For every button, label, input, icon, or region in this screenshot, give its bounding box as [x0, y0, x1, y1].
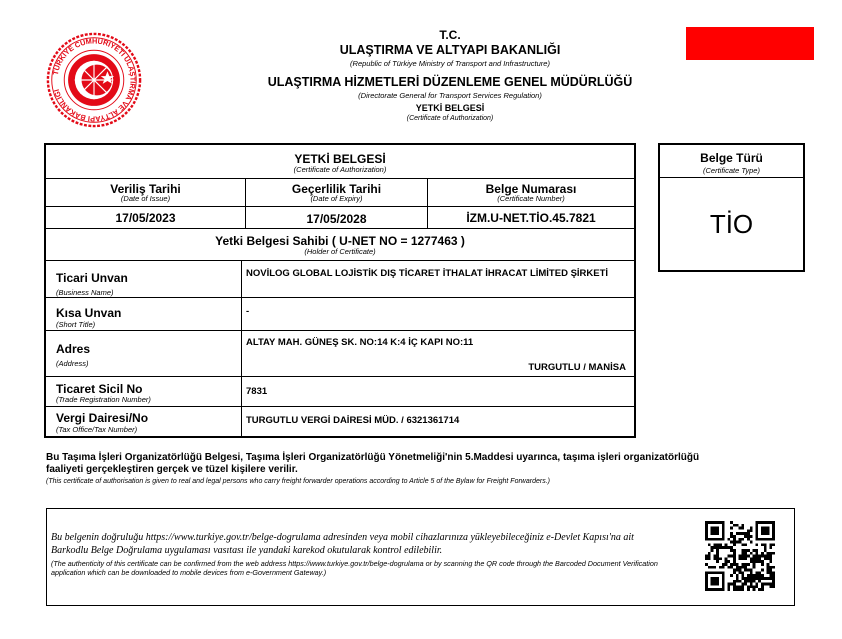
trade-reg-label-cell	[46, 377, 242, 407]
header-tc: T.C.	[439, 28, 461, 42]
cert-type-title: Belge Türü	[700, 151, 763, 165]
seal-ring-text: TÜRKİYE CUMHURİYETİ ULAŞTIRMA VE ALTYAPI BAKANLIĞI	[50, 36, 138, 124]
cert-number-header	[428, 179, 634, 207]
cert-number-label: Belge Numarası	[485, 182, 577, 196]
address-label-en: (Address)	[56, 359, 89, 368]
cert-title-cell	[46, 145, 634, 179]
ministry-seal	[46, 32, 142, 128]
issue-date-value: 17/05/2023	[115, 211, 176, 225]
short-title-value: -	[246, 306, 250, 317]
expiry-date-value: 17/05/2028	[306, 212, 367, 226]
verification-text-en: (The authenticity of this certificate can be confirmed from the web address https://www.turkiye.gov.tr/belge-dogrulama or by scanning the QR code through the Barcoded Document Verification application which can be downloaded to mobile devices from e-Government Gateway.)	[51, 559, 658, 578]
issue-date-header	[46, 179, 246, 207]
cert-number-value: İZM.U-NET.TİO.45.7821	[466, 211, 596, 225]
header-directorate: ULAŞTIRMA HİZMETLERİ DÜZENLEME GENEL MÜDÜRLÜĞÜ	[267, 75, 633, 89]
header-ministry-en: (Republic of Türkiye Ministry of Transport and Infrastructure)	[350, 59, 550, 68]
header-ministry: ULAŞTIRMA VE ALTYAPI BAKANLIĞI	[339, 43, 561, 57]
cert-title-en: (Certificate of Authorization)	[293, 165, 387, 174]
header-cert-title-en: (Certificate of Authorization)	[406, 115, 494, 122]
expiry-date-cell	[246, 207, 428, 229]
trade-reg-label-en: (Trade Registration Number)	[56, 395, 151, 404]
cert-type-divider	[660, 177, 803, 178]
tax-office-label: Vergi Dairesi/No	[56, 411, 149, 425]
business-name-value: NOVİLOG GLOBAL LOJİSTİK DIŞ TİCARET İTHALAT İHRACAT LİMİTED ŞİRKETİ	[246, 268, 609, 279]
expiry-date-label: Geçerlilik Tarihi	[291, 182, 382, 196]
address-label-cell	[46, 331, 242, 377]
issue-date-label-en: (Date of Issue)	[120, 194, 171, 203]
holder-title-en: (Holder of Certificate)	[304, 247, 376, 256]
issue-date-label: Veriliş Tarihi	[110, 182, 181, 196]
holder-title-cell	[46, 229, 634, 261]
business-name-label-cell	[46, 261, 242, 298]
qr-code[interactable]	[705, 521, 775, 591]
cert-type-title-en: (Certificate Type)	[703, 166, 760, 175]
business-name-label: Ticari Unvan	[56, 271, 128, 285]
business-name-value-cell	[242, 261, 634, 298]
issue-date-cell	[46, 207, 246, 229]
tax-office-label-cell	[46, 407, 242, 436]
cert-type-value: TİO	[709, 209, 754, 239]
holder-title: Yetki Belgesi Sahibi ( U-NET NO = 1277463 )	[215, 234, 465, 248]
header-cert-title: YETKİ BELGESİ	[415, 103, 485, 113]
address-label: Adres	[56, 342, 91, 356]
tax-office-label-en: (Tax Office/Tax Number)	[56, 425, 138, 434]
business-name-label-en: (Business Name)	[56, 288, 114, 297]
legal-note-en: (This certificate of authorisation is given to real and legal persons who carry freight forwarder operations according to Article 5 of the Bylaw for Freight Forwarders.)	[46, 478, 550, 485]
address-city: TURGUTLU / MANİSA	[528, 362, 626, 373]
cert-title: YETKİ BELGESİ	[294, 152, 386, 166]
verification-box	[46, 508, 795, 606]
certificate-table	[44, 143, 636, 438]
cert-number-label-en: (Certificate Number)	[497, 194, 565, 203]
address-value: ALTAY MAH. GÜNEŞ SK. NO:14 K:4 İÇ KAPI NO:11	[246, 337, 474, 348]
expiry-date-label-en: (Date of Expiry)	[310, 194, 363, 203]
red-bar	[686, 27, 814, 60]
address-value-cell	[242, 331, 634, 377]
short-title-label: Kısa Unvan	[56, 306, 122, 320]
certificate-type-box	[658, 143, 805, 272]
trade-reg-label: Ticaret Sicil No	[56, 382, 143, 396]
trade-reg-value-cell	[242, 377, 634, 407]
short-title-value-cell	[242, 298, 634, 331]
tax-office-value-cell	[242, 407, 634, 436]
header-directorate-en: (Directorate General for Transport Services Regulation)	[358, 91, 542, 100]
trade-reg-value: 7831	[246, 386, 268, 397]
tax-office-value: TURGUTLU VERGİ DAİRESİ MÜD. / 6321361714	[246, 415, 460, 426]
expiry-date-header	[246, 179, 428, 207]
short-title-label-cell	[46, 298, 242, 331]
legal-note: Bu Taşıma İşleri Organizatörlüğü Belgesi, Taşıma İşleri Organizatörlüğü Yönetmeliği'nin 5.Maddesi uyarınca, taşıma işleri organizatörlüğü faaliyeti gerçekleştiren gerçek ve tüzel kişilere verilir.	[46, 452, 700, 476]
short-title-label-en: (Short Title)	[56, 320, 96, 329]
verification-text-tr: Bu belgenin doğruluğu https://www.turkiye.gov.tr/belge-dogrulama adresinden veya mobil cihazlarınıza yükleyebileceğiniz e-Devlet Kapısı'na ait Barkodlu Belge Doğrulama uygulaması vasıtası ile yandaki karekod okutularak kontrol edilebilir.	[51, 532, 634, 556]
cert-number-cell	[428, 207, 634, 229]
